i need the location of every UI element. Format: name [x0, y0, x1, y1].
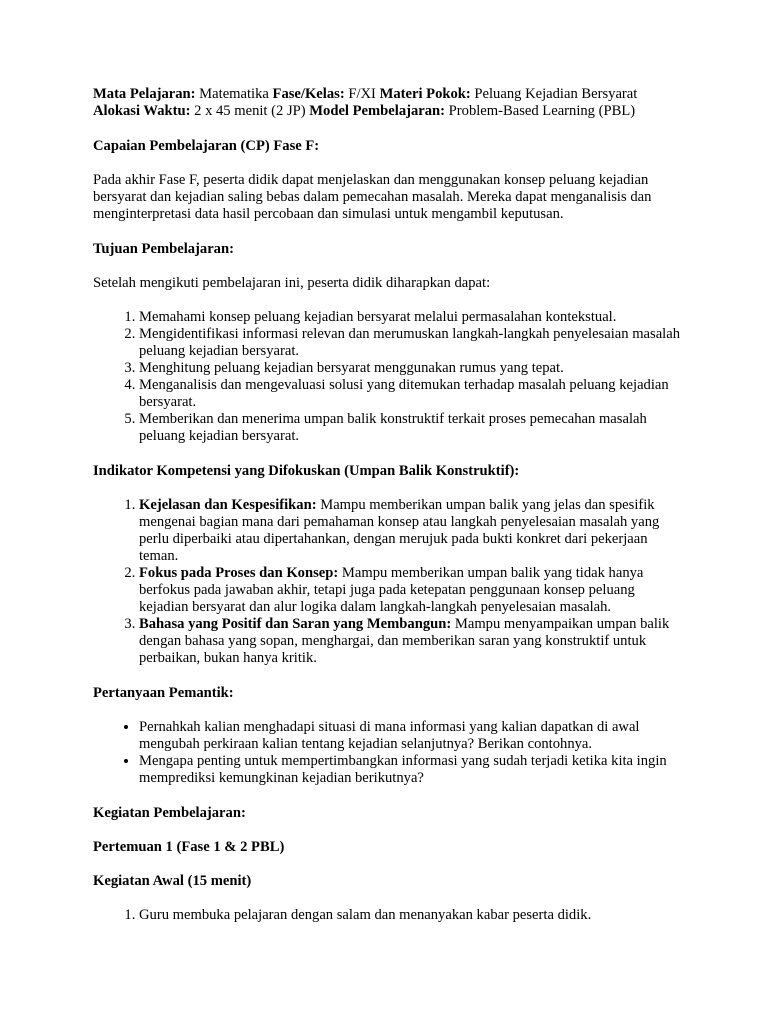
indikator-label: Kejelasan dan Kespesifikan: [139, 497, 317, 513]
tujuan-item: 3. Menghitung peluang kejadian bersyarat menggunakan rumus yang tepat. [139, 360, 681, 377]
tujuan-item: 5. Memberikan dan menerima umpan balik konstruktif terkait proses pemecahan masalah peluang kejadian bersyarat. [139, 411, 681, 445]
tujuan-intro: Setelah mengikuti pembelajaran ini, peserta didik diharapkan dapat: [93, 275, 491, 291]
indikator-text: Mampu memberikan umpan balik yang tidak hanya berfokus pada jawaban akhir, tetapi juga pada ketepatan penggunaan konsep peluang kejadian bersyarat dan alur logika dalam langkah-langkah penyelesaian masalah. [139, 565, 644, 615]
alokasi-value: 2 x 45 menit (2 JP) [190, 103, 310, 119]
kegiatan-awal-item: 1. Guru membuka pelajaran dengan salam dan menanyakan kabar peserta didik. [139, 907, 681, 924]
pemantik-item: • Mengapa penting untuk mempertimbangkan informasi yang sudah terjadi ketika kita ingin memprediksi kemungkinan kejadian berikutnya? [139, 753, 681, 787]
indikator-text: Mampu menyampaikan umpan balik dengan bahasa yang sopan, menghargai, dan memberikan saran yang konstruktif untuk perbaikan, bukan hanya kritik. [139, 616, 670, 666]
indikator-item [139, 616, 681, 667]
model-label: Model Pembelajaran: [309, 103, 446, 119]
tujuan-item: 4. Menganalisis dan mengevaluasi solusi yang ditemukan terhadap masalah peluang kejadian bersyarat. [139, 377, 681, 411]
tujuan-heading: Tujuan Pembelajaran: [93, 241, 234, 257]
pemantik-list [93, 719, 681, 787]
kegiatan-awal-heading: Kegiatan Awal (15 menit) [93, 873, 252, 889]
cp-text: Pada akhir Fase F, peserta didik dapat menjelaskan dan menggunakan konsep peluang kejadian bersyarat dan kejadian saling bebas dalam pemecahan masalah. Mereka dapat menganalisis dan menginterpretasi data hasil percobaan dan simulasi untuk mengambil keputusan. [93, 172, 652, 222]
indikator-list [93, 497, 681, 667]
meta-line-2 [93, 103, 681, 120]
pemantik-item: • Pernahkah kalian menghadapi situasi di mana informasi yang kalian dapatkan di awal mengubah perkiraan kalian tentang kejadian selanjutnya? Berikan contohnya. [139, 719, 681, 753]
materi-value: Peluang Kejadian Bersyarat [470, 86, 638, 102]
indikator-item [139, 497, 681, 565]
meta-line-1 [93, 86, 681, 103]
document-page [93, 86, 681, 924]
cp-heading: Capaian Pembelajaran (CP) Fase F: [93, 138, 320, 154]
fase-value: F/XI [344, 86, 380, 102]
pertemuan-heading: Pertemuan 1 (Fase 1 & 2 PBL) [93, 839, 285, 855]
indikator-text: Mampu memberikan umpan balik yang jelas dan spesifik mengenai bagian mana dari pemahaman konsep atau langkah penyelesaian masalah yang perlu diperbaiki atau dipertahankan, dengan merujuk pada bukti konkret dari pekerjaan teman. [139, 497, 660, 564]
materi-label: Materi Pokok: [379, 86, 471, 102]
tujuan-item: 2. Mengidentifikasi informasi relevan dan merumuskan langkah-langkah penyelesaian masalah peluang kejadian bersyarat. [139, 326, 681, 360]
fase-label: Fase/Kelas: [272, 86, 345, 102]
alokasi-label: Alokasi Waktu: [93, 103, 191, 119]
model-value: Problem-Based Learning (PBL) [445, 103, 636, 119]
mapel-value: Matematika [195, 86, 273, 102]
indikator-item [139, 565, 681, 616]
tujuan-item: 1. Memahami konsep peluang kejadian bersyarat melalui permasalahan kontekstual. [139, 309, 681, 326]
indikator-label: Bahasa yang Positif dan Saran yang Membangun: [139, 616, 452, 632]
pemantik-heading: Pertanyaan Pemantik: [93, 685, 234, 701]
tujuan-list [93, 309, 681, 445]
indikator-heading: Indikator Kompetensi yang Difokuskan (Umpan Balik Konstruktif): [93, 463, 520, 479]
kegiatan-heading: Kegiatan Pembelajaran: [93, 805, 246, 821]
kegiatan-awal-list [93, 907, 681, 924]
indikator-label: Fokus pada Proses dan Konsep: [139, 565, 339, 581]
mapel-label: Mata Pelajaran: [93, 86, 196, 102]
